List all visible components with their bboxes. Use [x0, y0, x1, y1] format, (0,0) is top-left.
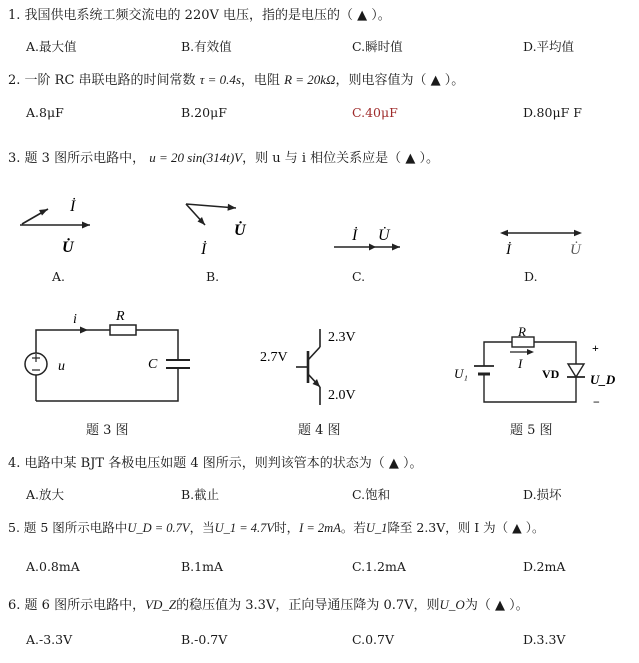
fig5-diode: [568, 364, 584, 377]
phasor-diagram-d[interactable]: [498, 222, 588, 258]
q6-stem-before: 6. 题 6 图所示电路中，: [8, 598, 146, 613]
q6-stem-mid: 的稳压值为 3.3V，正向导通压降为 0.7V，则: [176, 598, 440, 613]
q4-option-c[interactable]: C.饱和: [352, 487, 391, 502]
fig3-u-label: u: [58, 359, 65, 374]
phasor-diagram-a[interactable]: [18, 182, 98, 258]
q6-uo-formula: U_O: [439, 597, 465, 612]
q2-stem-mid: ，电阻: [240, 73, 280, 88]
q5-u1-formula: U_1 = 4.7V: [214, 521, 275, 535]
q5-option-a[interactable]: A.0.8mA: [26, 559, 80, 574]
q4-option-a[interactable]: A.放大: [26, 487, 65, 502]
fig4-base-voltage: 2.7V: [260, 350, 288, 365]
fig3-i-label: i: [73, 312, 77, 327]
phasor-c-u-label: U̇: [378, 227, 390, 244]
fig5-minus-sign: −: [593, 395, 600, 409]
phasor-b-i-label: İ: [201, 241, 207, 258]
fig4-emitter-voltage: 2.0V: [328, 388, 356, 403]
q5-stem-before: 5. 题 5 图所示电路中: [8, 520, 128, 535]
q2-option-a[interactable]: A.8μF: [26, 105, 64, 120]
question-2-stem: [8, 69, 464, 88]
phasor-diagram-c[interactable]: [332, 214, 412, 260]
phasor-diagram-b[interactable]: [182, 196, 262, 262]
q6-vdz-formula: VD_Z: [145, 597, 177, 612]
fig3-r-label: R: [116, 309, 125, 324]
q6-option-b[interactable]: B.-0.7V: [181, 632, 228, 647]
q3-formula: u = 20 sin(314t)V: [149, 150, 243, 165]
q5-u1b-formula: U_1: [365, 521, 388, 535]
q5-stem-after: 降至 2.3V，则 I 为（ ▲ ）。: [387, 520, 545, 535]
q2-stem-after: ，则电容值为（ ▲ ）。: [335, 73, 465, 88]
q3-stem-after: ，则 u 与 i 相位关系应是（ ▲ ）。: [242, 151, 439, 166]
phasor-a-u-label: U̇: [62, 239, 74, 256]
question-3-stem: [8, 147, 439, 166]
phasor-option-d[interactable]: D.: [524, 269, 538, 284]
q1-option-d[interactable]: D.平均值: [523, 39, 575, 54]
figure-4-caption: 题 4 图: [298, 423, 341, 438]
question-1-stem: 1. 我国供电系统工频交流电的 220V 电压，指的是电压的（ ▲ ）。: [8, 8, 391, 23]
phasor-d-u-label: U̇: [570, 242, 581, 258]
fig5-r-label: R: [518, 324, 526, 339]
question-4-stem: 4. 电路中某 BJT 各极电压如题 4 图所示，则判该管本的状态为（ ▲ ）。: [8, 456, 423, 471]
q4-option-d[interactable]: D.损坏: [523, 487, 562, 502]
fig5-plus-sign: +: [592, 341, 599, 355]
q5-stem-mid1: ，当: [189, 520, 215, 535]
q5-i-formula: I = 2mA: [299, 521, 341, 535]
q5-option-b[interactable]: B.1mA: [181, 559, 223, 574]
q5-stem-mid2: 时，: [274, 520, 300, 535]
q6-option-a[interactable]: A.-3.3V: [26, 632, 73, 647]
fig5-vd-label: VD: [542, 367, 560, 381]
q3-stem-before: 3. 题 3 图所示电路中，: [8, 151, 146, 166]
figure-3-caption: 题 3 图: [86, 423, 129, 438]
q6-option-c[interactable]: C.0.7V: [352, 632, 394, 647]
phasor-option-b[interactable]: B.: [206, 269, 220, 284]
q5-stem-mid3: 。若: [340, 520, 366, 535]
fig3-resistor: [110, 325, 136, 335]
q2-r-formula: R = 20kΩ: [284, 72, 336, 87]
q2-tau-formula: τ = 0.4s: [199, 72, 241, 87]
figure-5-diode-circuit: [450, 322, 620, 412]
phasor-d-i-label: İ: [506, 242, 511, 258]
q4-option-b[interactable]: B.截止: [181, 487, 220, 502]
q1-option-b[interactable]: B.有效值: [181, 39, 232, 54]
q2-option-d[interactable]: D.80μF F: [523, 105, 582, 120]
fig4-collector-voltage: 2.3V: [328, 330, 356, 345]
q6-stem-after: 为（ ▲ ）。: [464, 598, 529, 613]
fig5-i-label: I: [518, 356, 523, 371]
q2-stem-before: 2. 一阶 RC 串联电路的时间常数: [8, 73, 196, 88]
figure-4-bjt: [258, 323, 378, 411]
fig5-ud-label: U_D: [590, 372, 616, 387]
q5-option-d[interactable]: D.2mA: [523, 559, 566, 574]
q5-option-c[interactable]: C.1.2mA: [352, 559, 406, 574]
question-5-stem: [8, 518, 544, 536]
q6-option-d[interactable]: D.3.3V: [523, 632, 566, 647]
q1-option-a[interactable]: A.最大值: [26, 39, 77, 54]
phasor-a-i-label: İ: [70, 198, 76, 215]
q2-option-b[interactable]: B.20μF: [181, 105, 227, 120]
phasor-option-a[interactable]: A.: [52, 269, 66, 284]
fig3-c-label: C: [148, 357, 158, 372]
q2-option-c[interactable]: C.40μF: [352, 105, 398, 120]
phasor-option-c[interactable]: C.: [352, 269, 366, 284]
question-6-stem: [8, 594, 529, 613]
fig5-u1-label: U₁: [454, 366, 468, 381]
figure-3-rc-circuit: [22, 306, 202, 406]
q1-option-c[interactable]: C.瞬时值: [352, 39, 403, 54]
q5-ud-formula: U_D = 0.7V: [127, 521, 190, 535]
phasor-c-i-label: İ: [352, 227, 358, 244]
phasor-b-u-label: U̇: [234, 222, 246, 239]
figure-5-caption: 题 5 图: [510, 423, 553, 438]
